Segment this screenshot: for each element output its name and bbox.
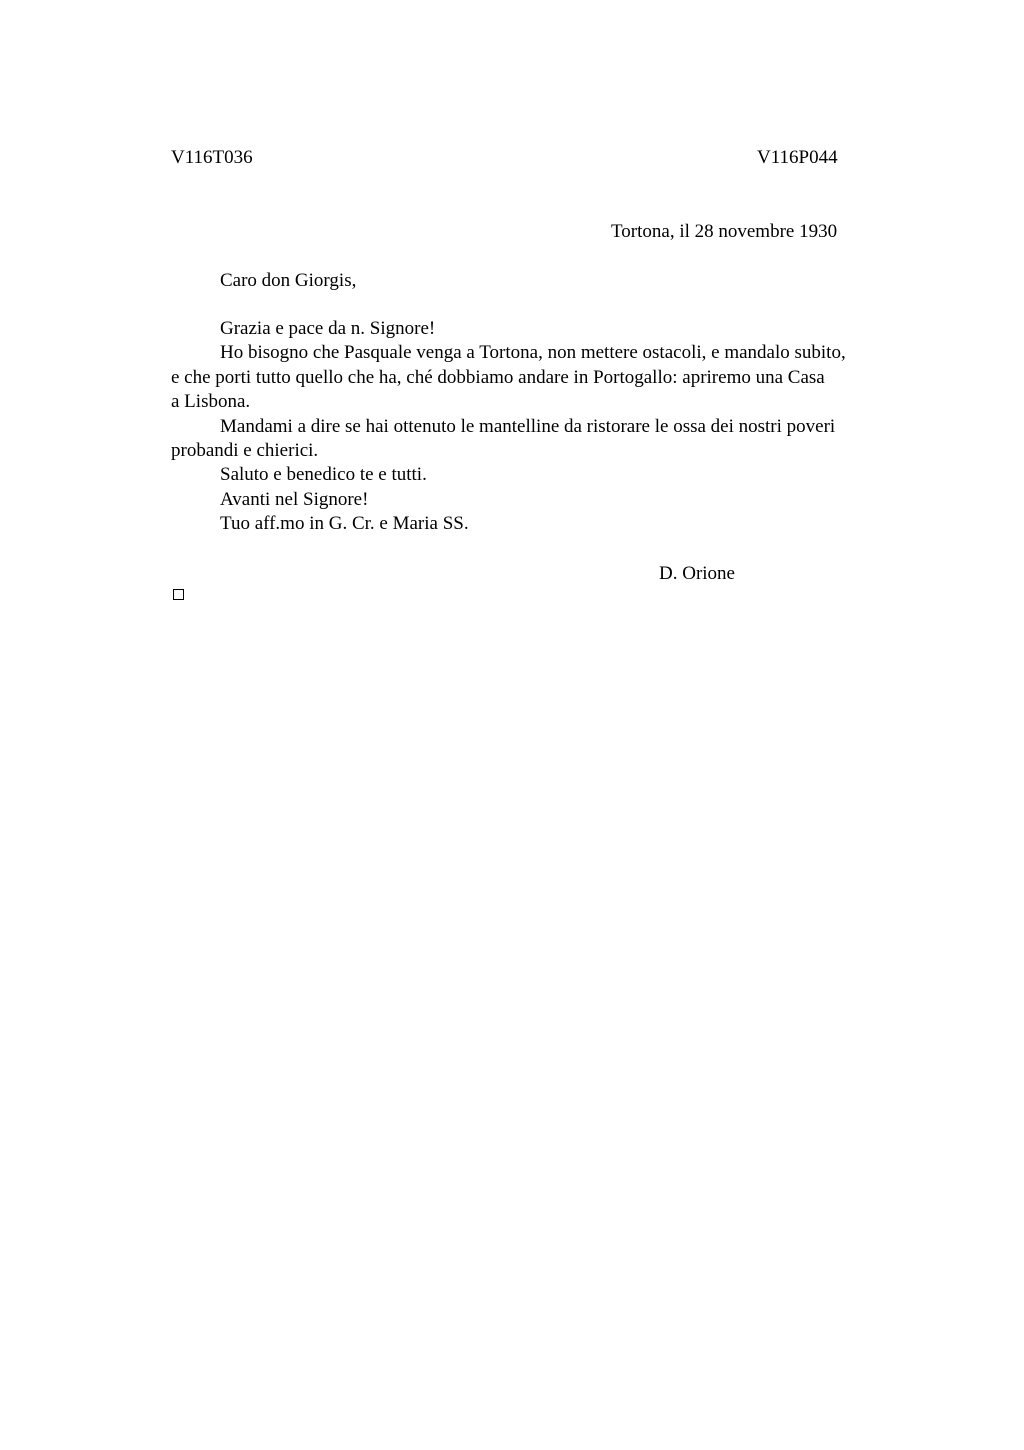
forward-line: Avanti nel Signore! — [220, 488, 369, 510]
signature: D. Orione — [659, 563, 735, 584]
closing-line: Tuo aff.mo in G. Cr. e Maria SS. — [220, 513, 469, 535]
letter-body — [171, 317, 911, 537]
paragraph-line: a Lisbona. — [171, 391, 251, 413]
archive-code-right: V116P044 — [757, 147, 838, 168]
dateline: Tortona, il 28 novembre 1930 — [611, 221, 838, 242]
greeting-line: Grazia e pace da n. Signore! — [220, 318, 436, 339]
archive-code-left: V116T036 — [171, 147, 253, 168]
blessing-line: Saluto e benedico te e tutti. — [220, 464, 427, 486]
paragraph-line: probandi e chierici. — [171, 440, 319, 462]
end-marker-box — [173, 589, 184, 600]
paragraph-line: Mandami a dire se hai ottenuto le mantelline da ristorare le ossa dei nostri poveri — [220, 415, 836, 437]
paragraph-line: Ho bisogno che Pasquale venga a Tortona, non mettere ostacoli, e mandalo subito, — [220, 342, 846, 364]
paragraph-line: e che porti tutto quello che ha, ché dobbiamo andare in Portogallo: apriremo una Casa — [171, 366, 825, 388]
salutation: Caro don Giorgis, — [220, 270, 357, 291]
